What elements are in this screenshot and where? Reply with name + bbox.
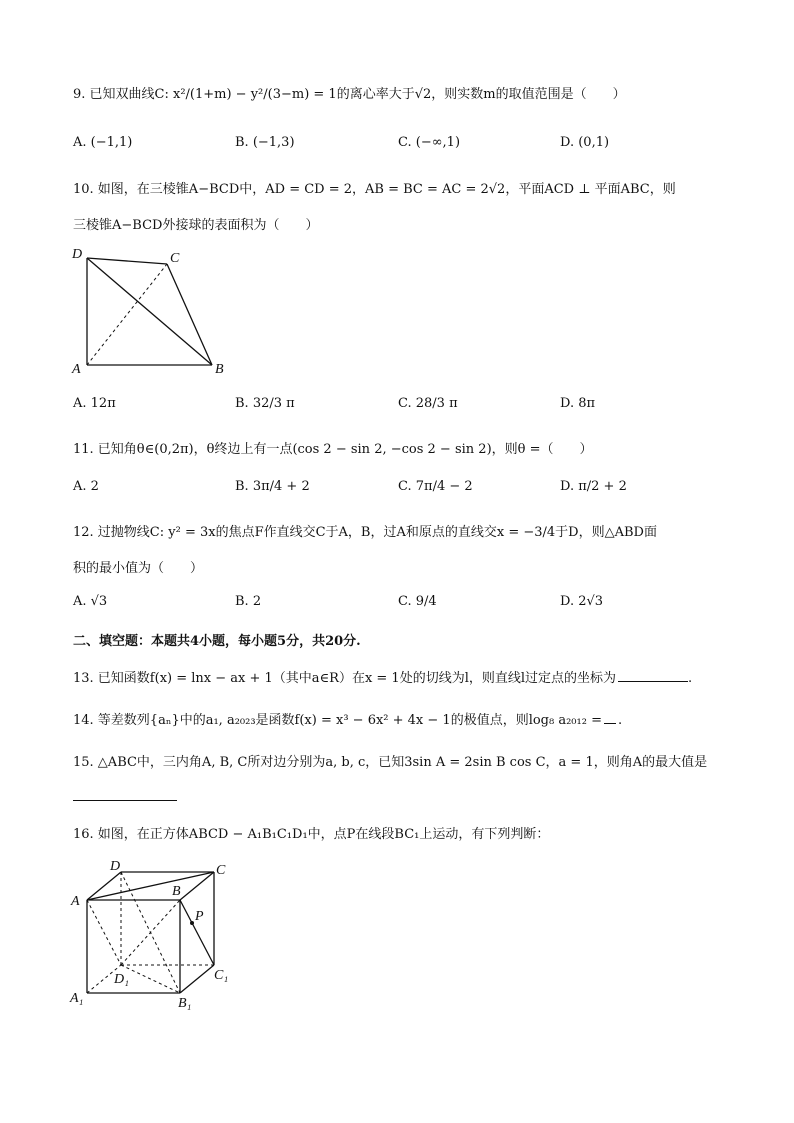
label-b: B xyxy=(172,884,181,899)
q11-option-a: A. 2 xyxy=(73,479,99,494)
q11-option-b: B. 3π/4 + 2 xyxy=(235,479,310,494)
q12-stem-line2: 积的最小值为（ ） xyxy=(73,561,204,576)
q12-option-c: C. 9/4 xyxy=(398,594,437,609)
q10-option-d: D. 8π xyxy=(560,396,596,411)
edge-b1c1 xyxy=(180,965,214,993)
q10-tetrahedron-figure xyxy=(66,240,246,380)
q13-tail: . xyxy=(688,671,693,686)
point-p xyxy=(190,921,194,925)
q14-stem-line xyxy=(73,709,622,728)
q16-stem: 16. 如图，在正方体ABCD − A₁B₁C₁D₁中，点P在线段BC₁上运动，有下列判断： xyxy=(73,827,550,842)
label-b: B xyxy=(215,362,224,377)
label-c1: C₁ xyxy=(214,968,229,983)
q13-stem: 13. 已知函数f(x) = lnx − ax + 1（其中a∈R）在x = 1处的切线为l，则直线l过定点的坐标为 xyxy=(73,671,617,686)
q10-stem-line2: 三棱锥A−BCD外接球的表面积为（ ） xyxy=(73,218,319,233)
q12-option-a: A. √3 xyxy=(73,594,108,609)
q9-stem: 9. 已知双曲线C: x²/(1+m) − y²/(3−m) = 1的离心率大于√2，则实数m的取值范围是（ ） xyxy=(73,87,626,102)
q14-stem: 14. 等差数列{aₙ}中的a₁, a₂₀₂₃是函数f(x) = x³ − 6x² + 4x − 1的极值点，则log₈ a₂₀₁₂ = xyxy=(73,713,602,728)
q12-stem-line1: 12. 过抛物线C: y² = 3x的焦点F作直线交C于A，B，过A和原点的直线交x = −3/4于D，则△ABD面 xyxy=(73,525,657,540)
diag-ac xyxy=(87,872,214,900)
q10-option-a: A. 12π xyxy=(73,396,116,411)
label-c: C xyxy=(170,251,180,266)
label-a: A xyxy=(72,362,81,377)
section-fill-in-title: 二、填空题：本题共4小题，每小题5分，共20分. xyxy=(73,634,361,649)
q9-option-d: D. (0,1) xyxy=(560,135,610,150)
edge-dc xyxy=(87,258,167,264)
label-d: D xyxy=(110,859,121,874)
edge-ac-hidden xyxy=(87,264,167,365)
q12-option-d: D. 2√3 xyxy=(560,594,604,609)
diag-d1b-hidden xyxy=(121,900,180,965)
label-b1: B₁ xyxy=(178,996,192,1011)
q15-answer-blank[interactable] xyxy=(73,800,177,801)
q14-answer-blank[interactable] xyxy=(604,723,616,724)
q9-option-b: B. (−1,3) xyxy=(235,135,295,150)
label-d: D xyxy=(72,247,83,262)
q9-option-a: A. (−1,1) xyxy=(73,135,133,150)
q14-tail: . xyxy=(617,713,623,728)
q11-option-d: D. π/2 + 2 xyxy=(560,479,627,494)
q12-option-b: B. 2 xyxy=(235,594,262,609)
label-d1: D₁ xyxy=(114,972,129,987)
diag-ad1-hidden xyxy=(87,900,121,965)
diag-d1b1-hidden xyxy=(121,965,180,993)
q11-stem: 11. 已知角θ∈(0,2π)，θ终边上有一点(cos 2 − sin 2, −cos 2 − sin 2)，则θ =（ ） xyxy=(73,442,593,457)
q15-stem: 15. △ABC中，三内角A, B, C所对边分别为a, b, c，已知3sin A = 2sin B cos C，a = 1，则角A的最大值是 xyxy=(73,755,708,770)
q9-option-c: C. (−∞,1) xyxy=(398,135,461,150)
edge-cb xyxy=(167,264,212,365)
edge-db xyxy=(87,258,212,365)
label-a: A xyxy=(71,894,80,909)
label-a1: A₁ xyxy=(70,991,84,1006)
label-p: P xyxy=(195,909,204,924)
q13-answer-blank[interactable] xyxy=(618,681,688,682)
q10-option-b: B. 32/3 π xyxy=(235,396,295,411)
q10-stem-line1: 10. 如图，在三棱锥A−BCD中，AD = CD = 2，AB = BC = AC = 2√2，平面ACD ⊥ 平面ABC，则 xyxy=(73,182,676,197)
q13-stem-line xyxy=(73,667,692,686)
q11-option-c: C. 7π/4 − 2 xyxy=(398,479,473,494)
label-c: C xyxy=(216,863,226,878)
q16-cube-figure xyxy=(66,852,246,1012)
q10-option-c: C. 28/3 π xyxy=(398,396,458,411)
